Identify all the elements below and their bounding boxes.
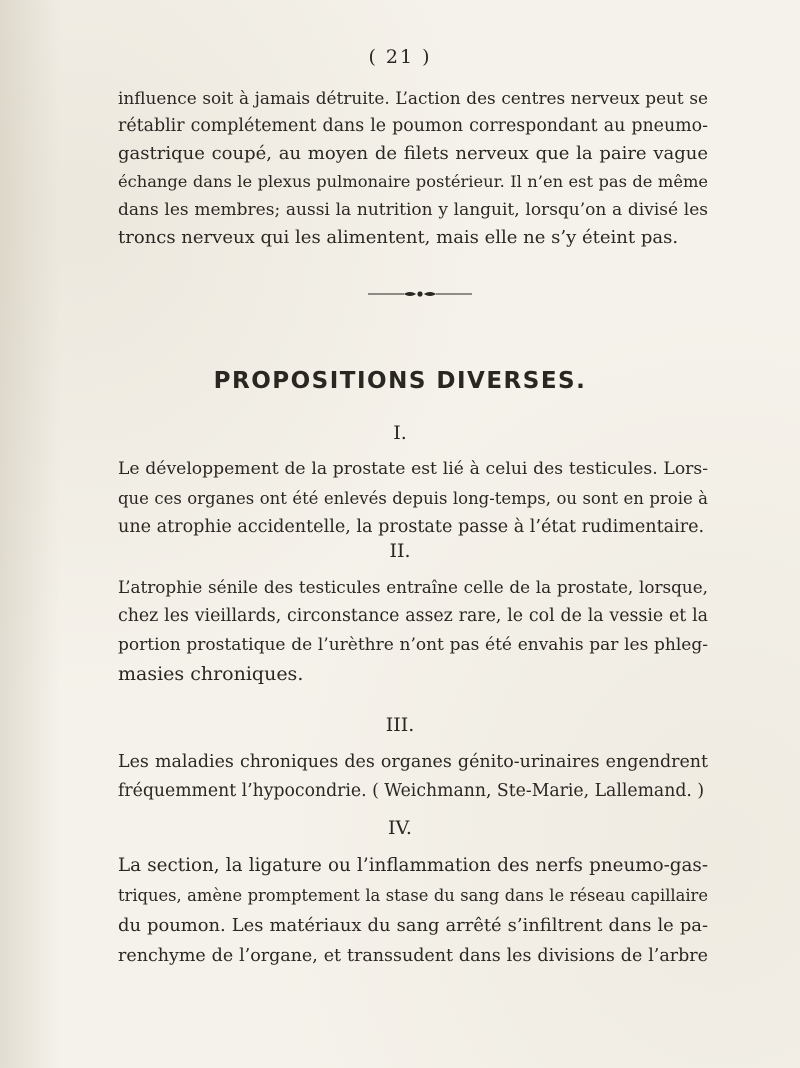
text-line: influence soit à jamais détruite. L’action des centres nerveux peut se — [118, 88, 708, 108]
text-line: fréquemment l’hypocondrie. ( Weichmann, Ste-Marie, Lallemand. ) — [118, 781, 705, 801]
proposition-numeral: IV. — [388, 817, 412, 839]
text-line: Les maladies chroniques des organes génito-urinaires engendrent — [118, 752, 708, 772]
proposition-numeral: II. — [389, 540, 411, 562]
text-line: du poumon. Les matériaux du sang arrêté s’infiltrent dans le pa- — [118, 915, 708, 936]
text-line: L’atrophie sénile des testicules entraîne celle de la prostate, lorsque, — [118, 577, 708, 597]
text-line: dans les membres; aussi la nutrition y languit, lorsqu’on a divisé les — [118, 200, 708, 220]
proposition-paragraph — [118, 748, 708, 806]
proposition-paragraph — [118, 573, 708, 689]
proposition-paragraph — [118, 455, 708, 542]
page-edge-shadow — [0, 0, 60, 1068]
text-line: que ces organes ont été enlevés depuis long-temps, ou sont en proie à — [118, 489, 708, 508]
text-line: chez les vieillards, circonstance assez rare, le col de la vessie et la — [118, 606, 708, 626]
ornament-divider — [368, 288, 472, 300]
text-line: une atrophie accidentelle, la prostate passe à l’état rudimentaire. — [118, 517, 705, 537]
text-line: rétablir complétement dans le poumon correspondant au pneumo- — [118, 116, 708, 136]
text-line: portion prostatique de l’urèthre n’ont pas été envahis par les phleg- — [118, 635, 708, 655]
text-line: masies chroniques. — [118, 663, 304, 685]
text-line: échange dans le plexus pulmonaire postérieur. Il n’en est pas de même — [118, 172, 708, 191]
proposition-numeral: I. — [393, 422, 407, 444]
text-line: triques, amène promptement la stase du sang dans le réseau capillaire — [118, 886, 708, 905]
text-line: renchyme de l’organe, et transsudent dans les divisions de l’arbre — [118, 946, 708, 966]
section-title: PROPOSITIONS DIVERSES. — [213, 368, 587, 394]
proposition-numeral: III. — [385, 714, 415, 736]
text-line: Le développement de la prostate est lié à celui des testicules. Lors- — [118, 459, 708, 479]
text-line: La section, la ligature ou l’inflammation des nerfs pneumo-gas- — [118, 855, 708, 876]
text-line: troncs nerveux qui les alimentent, mais elle ne s’y éteint pas. — [118, 227, 679, 248]
intro-paragraph — [118, 84, 708, 252]
text-line: gastrique coupé, au moyen de filets nerveux que la paire vague — [118, 143, 708, 164]
proposition-paragraph — [118, 851, 708, 971]
page-number: ( 21 ) — [368, 46, 432, 68]
